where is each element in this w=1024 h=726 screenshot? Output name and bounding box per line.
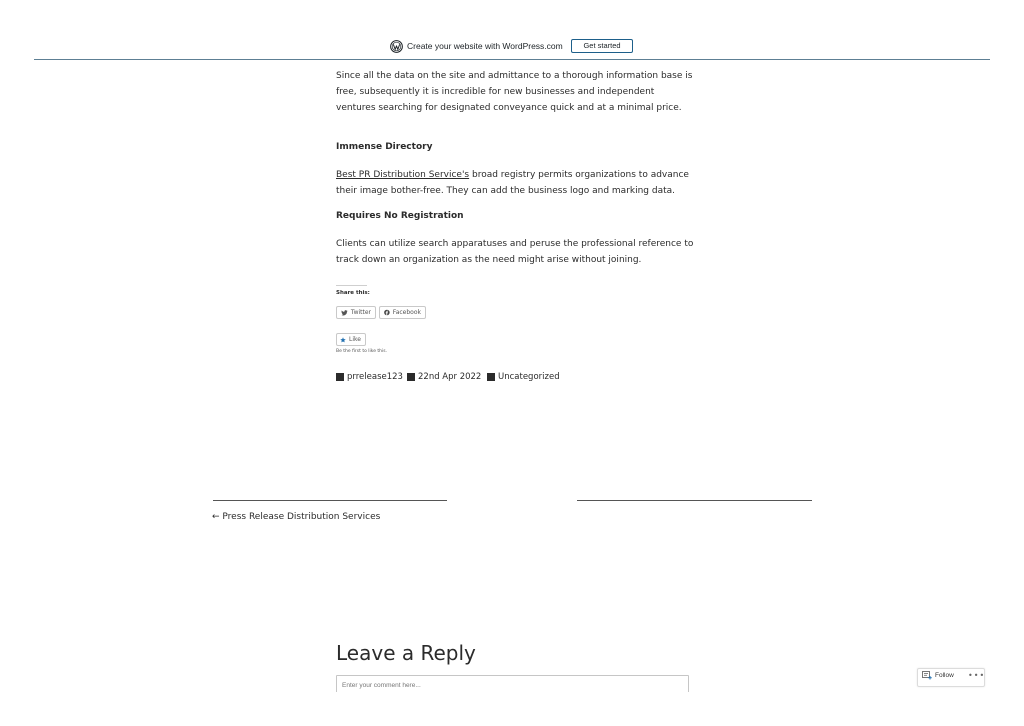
follow-label: Follow [935, 672, 954, 679]
article-subheading: Requires No Registration [336, 211, 464, 221]
folder-icon [487, 373, 495, 381]
twitter-label: Twitter [350, 309, 371, 316]
share-divider [336, 285, 367, 286]
article-subheading: Immense Directory [336, 142, 433, 152]
share-title: Share this: [336, 290, 370, 296]
article-paragraph: Since all the data on the site and admittance to a thorough information base is free, subsequently it is incredible for new businesses and independent ventures searching for designated conveyance quick and at a minimal price. [336, 71, 693, 113]
leave-reply-heading: Leave a Reply [336, 641, 476, 665]
like-note: Be the first to like this. [336, 349, 388, 354]
reader-follow-icon [922, 671, 932, 680]
article-paragraph: Clients can utilize search apparatuses and peruse the professional reference to track down an organization as the need might arise without joining. [336, 239, 694, 265]
like-button[interactable] [336, 333, 366, 346]
post-author[interactable] [336, 371, 403, 383]
wordpress-logo-icon[interactable] [390, 40, 403, 53]
author-icon [336, 373, 344, 381]
facebook-label: Facebook [392, 309, 421, 316]
follow-button[interactable] [922, 671, 954, 680]
more-options-icon[interactable]: ••• [968, 671, 986, 680]
like-label: Like [349, 336, 361, 343]
viewport-bottom-area [0, 692, 1024, 726]
wordpress-promo-text[interactable]: Create your website with WordPress.com [407, 41, 563, 51]
post-category[interactable] [487, 371, 560, 383]
previous-post-link[interactable]: ← Press Release Distribution Services [212, 512, 381, 522]
date-text[interactable]: 22nd Apr 2022 [418, 372, 482, 382]
post-nav-divider-right [577, 500, 812, 501]
share-facebook-button[interactable] [379, 306, 426, 319]
top-bar-divider [34, 59, 990, 60]
star-icon [340, 337, 346, 343]
best-pr-distribution-link[interactable]: Best PR Distribution Service's [336, 170, 470, 180]
get-started-button[interactable]: Get started [571, 39, 633, 53]
post-nav-divider-left [213, 500, 447, 501]
article-paragraph [336, 167, 696, 199]
calendar-icon [407, 373, 415, 381]
share-twitter-button[interactable] [336, 306, 376, 319]
article-paragraph-text: broad registry permits organizations to advance their image bother-free. They can add the business logo and marking data. [336, 170, 689, 196]
facebook-icon [384, 309, 390, 316]
post-date[interactable] [407, 371, 481, 383]
author-name[interactable]: prrelease123 [347, 372, 403, 382]
category-text[interactable]: Uncategorized [498, 372, 560, 382]
twitter-icon [341, 310, 348, 316]
